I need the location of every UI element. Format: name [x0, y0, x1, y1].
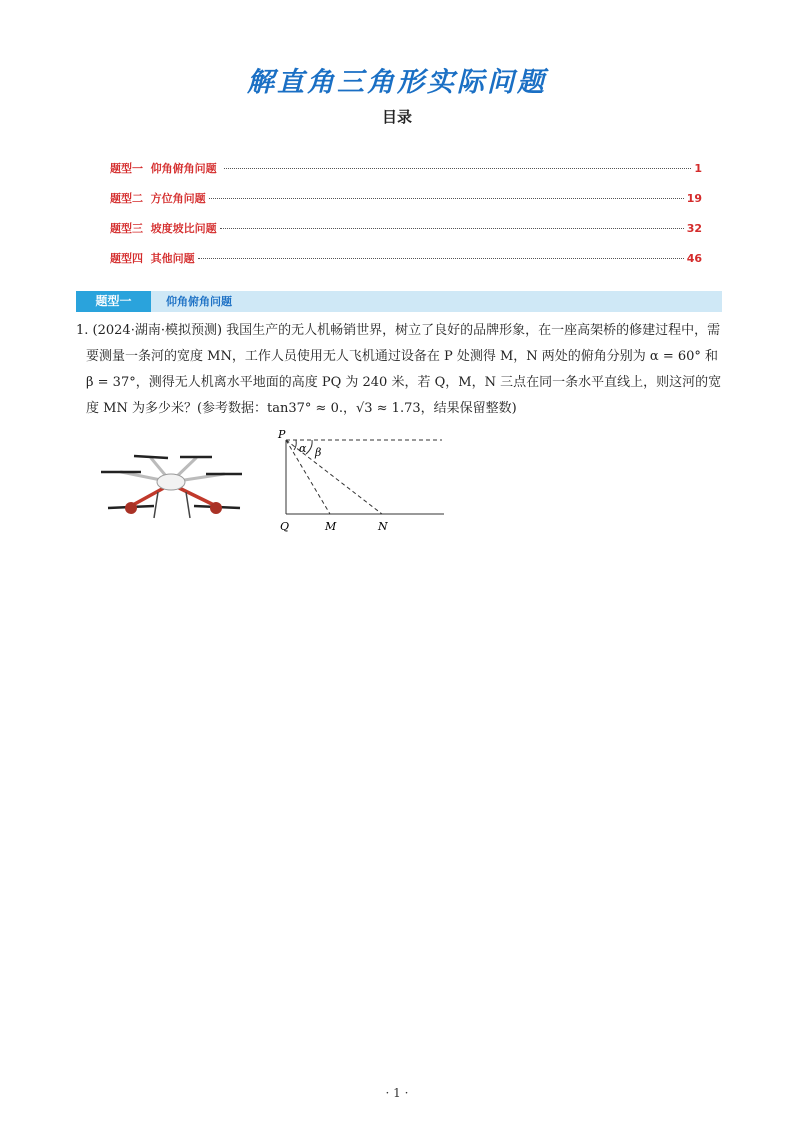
toc-leader-dots	[209, 198, 684, 199]
page-title: 解直角三角形实际问题	[247, 67, 547, 98]
geometry-diagram	[272, 426, 452, 536]
toc-item-label: 题型四 其他问题	[110, 252, 195, 265]
angle-alpha-arc	[294, 440, 296, 450]
page-number: · 1 ·	[385, 1086, 409, 1100]
toc-item-page: 1	[694, 162, 702, 175]
label-q: Q	[280, 520, 290, 533]
label-p: P	[278, 428, 286, 441]
section-title: 仰角俯角问题	[166, 295, 232, 308]
toc-item-page: 32	[686, 222, 702, 235]
drone-image	[96, 444, 246, 524]
toc-item-page: 19	[686, 192, 702, 205]
label-m: M	[325, 520, 337, 533]
toc-item-2[interactable]	[110, 190, 702, 220]
toc-leader-dots	[220, 228, 684, 229]
toc-heading: 目录	[381, 108, 412, 126]
toc-item-label: 题型三 坡度坡比问题	[110, 222, 217, 235]
label-beta: β	[315, 446, 322, 459]
toc-item-page: 46	[686, 252, 702, 265]
segment-pm	[286, 440, 330, 514]
toc-item-1[interactable]	[110, 160, 702, 190]
problem-1	[76, 318, 726, 422]
label-n: N	[378, 520, 388, 533]
section-header	[76, 291, 722, 312]
section-tag: 题型一	[76, 291, 151, 312]
toc-item-4[interactable]	[110, 250, 702, 280]
label-alpha: α	[299, 442, 307, 455]
toc-leader-dots	[224, 168, 692, 169]
angle-beta-arc	[306, 440, 312, 454]
table-of-contents	[110, 160, 702, 280]
toc-item-label: 题型一 仰角俯角问题	[110, 162, 221, 175]
problem-text: 1. (2024·湖南·模拟预测) 我国生产的无人机畅销世界，树立了良好的品牌形象，在一座高架桥的修建过程中，需要测量一条河的宽度 MN，工作人员使用无人飞机通过设备在 P 处测得 M，N 两处的俯角分别为 α = 60° 和 β = 37°，测得无人机离水平地面的高度 PQ 为 240 米，若 Q，M，N 三点在同一条水平直线上，则这河的宽度 MN 为多少米？(参考数据：tan37° ≈ 0.，√3 ≈ 1.73，结果保留整数)	[76, 323, 722, 416]
toc-leader-dots	[198, 258, 684, 259]
toc-item-3[interactable]	[110, 220, 702, 250]
toc-item-label: 题型二 方位角问题	[110, 192, 206, 205]
